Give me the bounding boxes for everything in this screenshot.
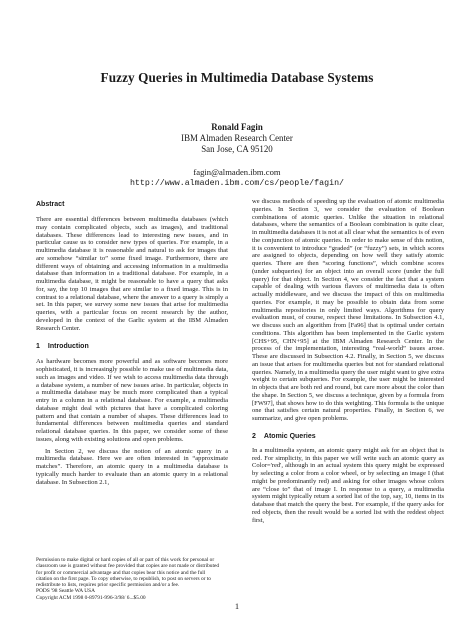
right-column [252,198,444,524]
author-name: Ronald Fagin [211,122,263,132]
author-location: San Jose, CA 95120 [201,144,273,155]
paper-title: Fuzzy Queries in Multimedia Database Systems [100,70,374,85]
author-email: fagin@almaden.ibm.com [193,167,281,177]
abstract-text: There are essential differences between multimedia databases (which may contain complicated objects, such as images), and traditional databases. These differences lead to interesting new issues, and in particular cause us to consider new types of queries. For example, in a multimedia database it is reasonable and natural to ask for images that are somehow “similar to” some fixed image. Furthermore, there are different ways of obtaining and accessing information in a multimedia database than information in a traditional database. For example, in a multimedia database, it might be reasonable to have a query that asks for, say, the top 10 images that are similar to a fixed image. This is in contrast to a relational database, where the answer to a query is simply a set. In this paper, we survey some new issues that arise for multimedia queries, with a particular focus on recent research by the author, developed in the context of the Garlic system at the IBM Almaden Research Center. [36,216,228,332]
section-heading-atomic-queries [252,432,444,441]
author-contact [0,167,474,189]
page-number: 1 [234,601,240,611]
author-block [0,122,474,156]
section-title: Atomic Queries [263,432,316,440]
section-title: Introduction [47,343,89,351]
intro-paragraph-2: In Section 2, we discuss the notion of an atomic query in a multimedia database. Here we are often interested in “approximate matches”. Therefore, an atomic query in a multimedia database is typically much harder to evaluate than an atomic query in a relational database. In Subsection 2.1, [36,447,228,486]
section-number: 2 [252,432,256,440]
permission-notice: Permission to make digital or hard copies of all or part of this work for personal or classroom use is granted without fee provided that copies are not made or distributed for profit or commercial advantage and that copies bear this notice and the full citation on the first page. To copy otherwise, to republish, to post on servers or to redistribute to lists, requires prior specific permission and/or a fee. PODS '98 Seattle WA USA Copyright ACM 1998 0-89791-996-3/98/ 6...$5.00 [36,557,220,601]
atomic-paragraph-1: In a multimedia system, an atomic query might ask for an object that is red. For simplicity, in this paper we will write such an atomic query as Color='red', although in an actual system this query might be expressed by selecting a color from a color wheel, or by selecting an image I (that might be predominantly red) and asking for other images whose colors are “close to” that of image I. In response to a query, a multimedia system might typically return a sorted list of the top, say, 10, items in its database that match the query the best. For example, if the query asks for red objects, then the result would be a sorted list with the reddest object first, [252,446,444,524]
abstract-heading: Abstract [36,201,65,208]
section-heading-introduction [36,342,228,351]
author-url: http://www.almaden.ibm.com/cs/people/fagin/ [129,179,345,189]
section-number: 1 [36,343,40,351]
author-affiliation: IBM Almaden Research Center [181,133,293,144]
left-column [36,198,228,486]
roadmap-paragraph: we discuss methods of speeding up the evaluation of atomic multimedia queries. In Section 3, we consider the evaluation of Boolean combinations of atomic queries. Unlike the situation in relational databases, where the semantics of a Boolean combination is quite clear, in multimedia databases it is not at all clear what the semantics is of even the conjunction of atomic queries. In order to make sense of this notion, it is convenient to introduce “graded” (or “fuzzy”) sets, in which scores are assigned to objects, depending on how well they satisfy atomic queries. There are then “scoring functions”, which combine scores (under subqueries) for an object into an overall score (under the full query) for that object. In Section 4, we consider the fact that a system capable of dealing with various flavors of multimedia data is often actually middleware, and we discuss the impact of this on multimedia queries. For example, it may be possible to obtain data from some multimedia repositories in only limited ways. Algorithms for query evaluation must, of course, respect these limitations. In Subsection 4.1, we discuss such an algorithm from [Fa96] that is optimal under certain conditions. This algorithm has been implemented in the Garlic system [CHS+95, CHN+95] at the IBM Almaden Research Center. In the process of the implementation, interesting “real-world” issues arose. These are discussed in Subsection 4.2. Finally, in Section 5, we discuss an issue that arises for multimedia queries but not for standard relational queries. Namely, in a multimedia query the user might want to give extra weight to certain subqueries. For example, the user might be interested in objects that are both red and round, but care more about the color than the shape. In Section 5, we discuss a technique, given by a formula from [FW97], that shows how to do this weighting. This formula is the unique one that satisfies certain natural properties. Finally, in Section 6, we summarize, and give open problems. [252,198,444,422]
intro-paragraph-1: As hardware becomes more powerful and as software becomes more sophisticated, it is increasingly possible to make use of multimedia data, such as images and video. If we wish to access multimedia data through a database system, a number of new issues arise. In particular, objects in a multimedia database may be much more complicated than a typical entry in a column in a relational database. For example, a multimedia database might deal with pictures that have a complicated coloring pattern and that contain a number of shapes. These differences lead to fundamental differences between multimedia queries and standard relational database queries. In this paper, we consider some of these issues, along with existing solutions and open problems. [36,358,228,443]
